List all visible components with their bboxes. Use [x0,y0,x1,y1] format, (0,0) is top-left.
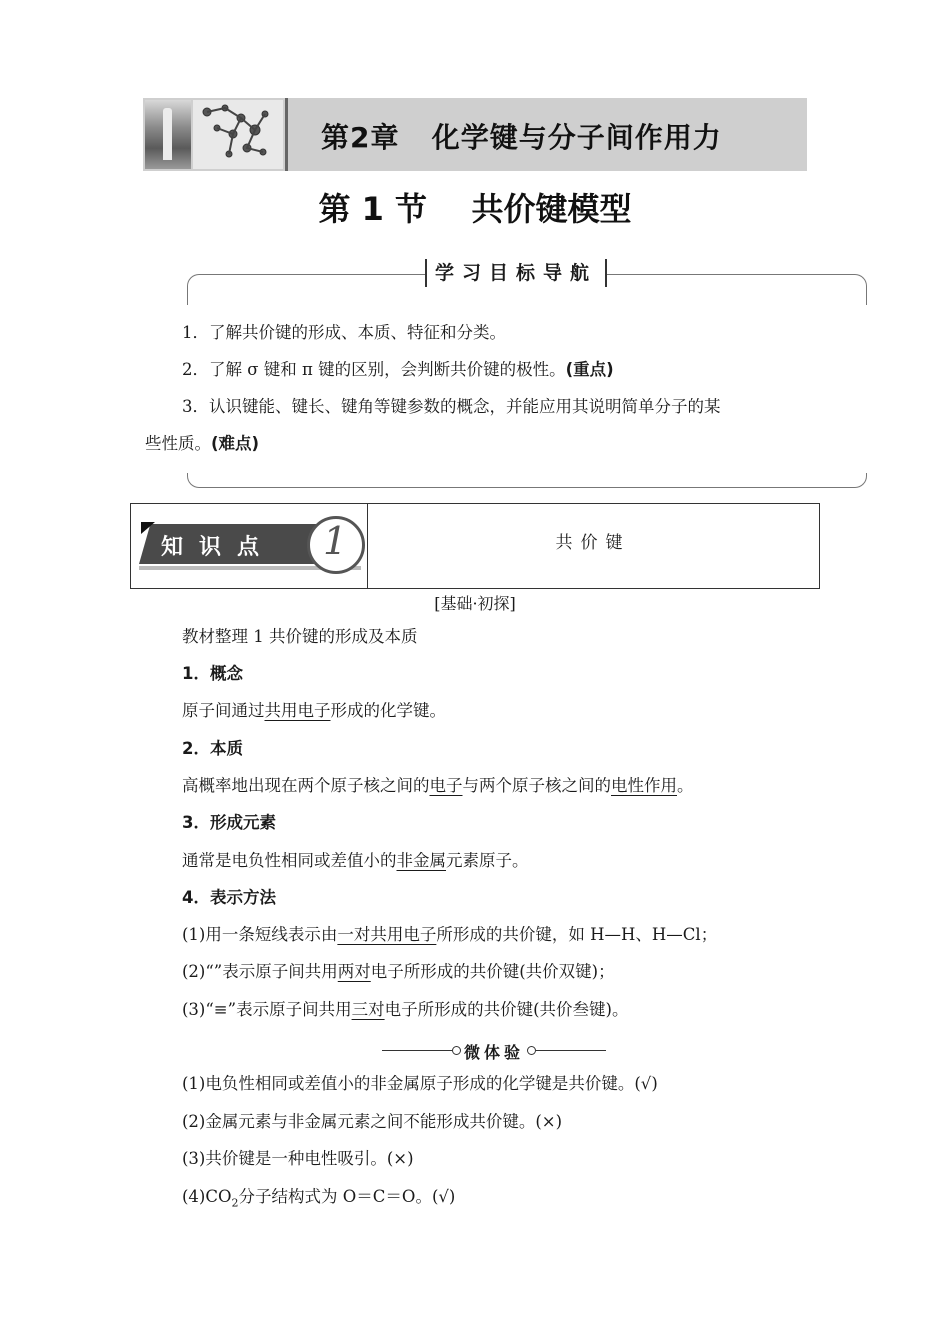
rocket-image [145,100,191,169]
knowledge-point-number: 1 [323,519,348,563]
representation-item: (3)“≡”表示原子间共用三对电子所形成的共价键(共价叁键)。 [182,1000,629,1019]
micro-experience-divider [382,1040,606,1060]
section-title: 第 1 节 共价键模型 [318,190,632,228]
molecule-model-image [193,100,283,169]
knowledge-point-table [130,503,820,589]
micro-item: (3)共价键是一种电性吸引。(×) [182,1149,414,1168]
elements-text: 通常是电负性相同或差值小的非金属元素原子。 [182,851,529,870]
objectives-box [187,274,867,488]
objective-item: 3．认识键能、键长、键角等键参数的概念，并能应用其说明简单分子的某 [182,397,721,416]
textbook-heading: 教材整理 1 共价键的形成及本质 [182,627,418,646]
concept-text: 原子间通过共用电子形成的化学键。 [182,701,446,720]
representation-item: (1)用一条短线表示由一对共用电子所形成的共价键，如 H—H、H—Cl； [182,925,718,944]
chapter-title: 第2章 化学键与分子间作用力 [321,121,722,154]
micro-item: (1)电负性相同或差值小的非金属原子形成的化学键是共价键。(√) [182,1074,658,1093]
micro-experience-title: 微体验 [463,1043,524,1062]
concept-title: 1．概念 [182,664,243,683]
micro-item: (2)金属元素与非金属元素之间不能形成共价键。(×) [182,1112,563,1131]
objectives-heading: 学习目标导航 [425,259,607,287]
knowledge-point-badge [139,516,361,572]
essence-text: 高概率地出现在两个原子核之间的电子与两个原子核之间的电性作用。 [182,776,694,795]
micro-item: $(4)CO_2$分子结构式为 O＝C＝O。(√) [182,1187,456,1210]
objective-item-continued: 些性质。(难点) [145,434,260,453]
basic-label: [基础·初探] [434,594,516,613]
objective-item: 2．了解 σ 键和 π 键的区别，会判断共价键的极性。(重点) [182,360,614,379]
objective-item: 1．了解共价键的形成、本质、特征和分类。 [182,323,506,342]
knowledge-point-label: 知识点 [161,535,276,560]
knowledge-point-title: 共价键 [555,533,631,553]
chapter-banner [143,98,807,171]
representation-title: 4．表示方法 [182,888,276,907]
representation-item: (2)“”表示原子间共用两对电子所形成的共价键(共价双键)； [182,962,615,981]
elements-title: 3．形成元素 [182,813,276,832]
essence-title: 2．本质 [182,739,243,758]
